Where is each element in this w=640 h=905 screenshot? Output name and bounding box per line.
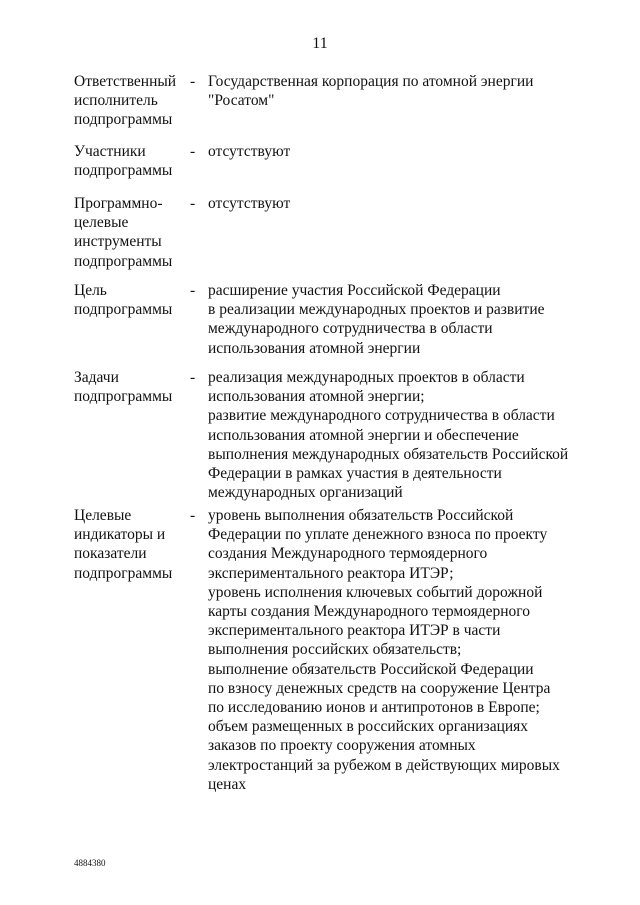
row-label: Целевые индикаторы и показатели подпрограммы	[74, 507, 173, 582]
row-label: Задачи подпрограммы	[74, 369, 173, 406]
row-value: расширение участия Российской Федерации в реализации международных проектов и развитие международного сотрудничества в области использования атомной энергии	[208, 282, 545, 357]
row-value: Государственная корпорация по атомной энергии "Росатом"	[208, 73, 534, 110]
row-dash: -	[190, 369, 196, 386]
row-dash: -	[190, 195, 196, 212]
row-label: Цель подпрограммы	[74, 282, 173, 319]
row-value: отсутствуют	[208, 195, 291, 212]
row-value: реализация международных проектов в области использования атомной энергии; развитие международного сотрудничества в области использования атомной энергии и обеспечение выполнения международных обязательств Российской Федерации в рамках участия в деятельности международных организаций	[208, 369, 569, 502]
page-number: 11	[312, 35, 328, 52]
row-label: Участники подпрограммы	[74, 143, 173, 180]
row-value: уровень выполнения обязательств Российской Федерации по уплате денежного взноса по проекту создания Международного термоядерного экспериментального реактора ИТЭР; уровень исполнения ключевых событий дорожной карты создания Международного термоядерного экспериментального реактора ИТЭР в части выполнения российских обязательств; выполнение обязательств Российской Федерации по взносу денежных средств на сооружение Центра по исследованию ионов и антипротонов в Европе; объем размещенных в российских организациях заказов по проекту сооружения атомных электростанций за рубежом в действующих мировых ценах	[208, 507, 560, 793]
row-dash: -	[190, 507, 196, 524]
row-label: Программно- целевые инструменты подпрограммы	[74, 195, 173, 270]
document-code: 4884380	[74, 858, 106, 868]
row-dash: -	[190, 73, 196, 90]
row-dash: -	[190, 282, 196, 299]
row-value: отсутствуют	[208, 143, 291, 160]
row-dash: -	[190, 143, 196, 160]
row-label: Ответственный исполнитель подпрограммы	[74, 73, 177, 129]
